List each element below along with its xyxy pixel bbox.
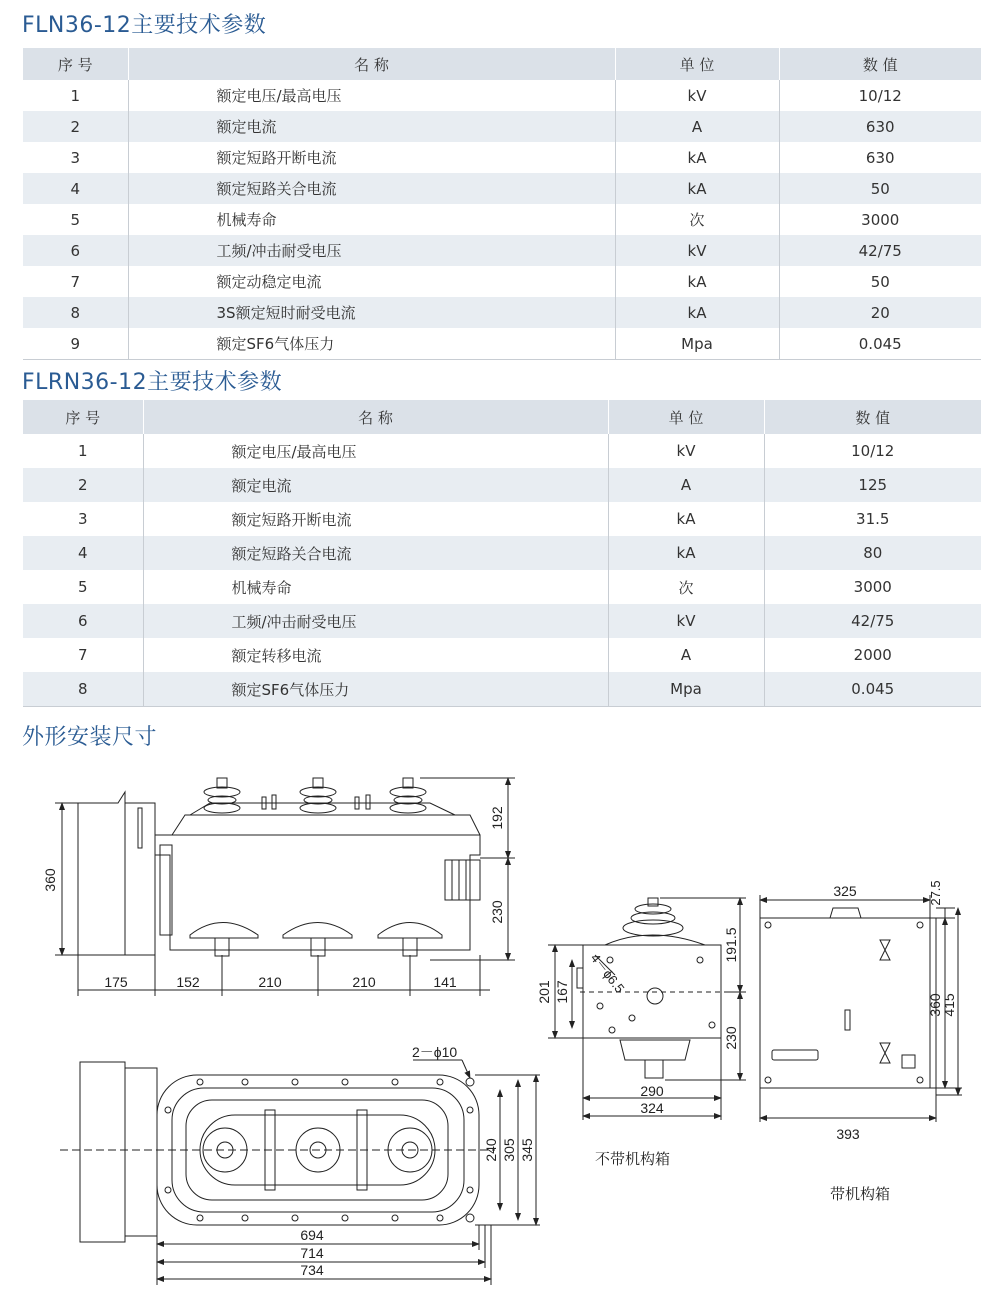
- row-number-cell: 8: [23, 672, 143, 707]
- parameter-name-cell: 额定电压/最高电压: [143, 434, 608, 468]
- flrn36-title: FLRN36-12主要技术参数: [22, 370, 283, 395]
- value-cell: 42/75: [764, 604, 981, 638]
- value-cell: 0.045: [764, 672, 981, 707]
- plan-dim-345: 345: [519, 1138, 535, 1162]
- front-dim-192: 192: [489, 806, 505, 830]
- row-number-cell: 4: [23, 536, 143, 570]
- front-dim-230: 230: [489, 900, 505, 924]
- front-dim-141: 141: [433, 974, 457, 990]
- box-dim-415: 415: [941, 993, 957, 1017]
- unit-cell: Mpa: [615, 328, 779, 360]
- side-dim-324: 324: [640, 1100, 664, 1116]
- plan-dim-305: 305: [501, 1138, 517, 1162]
- value-cell: 80: [764, 536, 981, 570]
- column-header: 单 位: [615, 48, 779, 80]
- column-header: 序 号: [23, 400, 143, 434]
- row-number-cell: 1: [23, 434, 143, 468]
- parameter-name-cell: 机械寿命: [128, 204, 615, 235]
- side-dim-230: 230: [723, 1026, 739, 1050]
- column-header: 序 号: [23, 48, 128, 80]
- unit-cell: kV: [615, 80, 779, 111]
- row-number-cell: 6: [23, 604, 143, 638]
- value-cell: 10/12: [764, 434, 981, 468]
- parameter-name-cell: 额定动稳定电流: [128, 266, 615, 297]
- plan-dim-734: 734: [300, 1262, 324, 1278]
- row-number-cell: 9: [23, 328, 128, 360]
- parameter-name-cell: 额定电流: [128, 111, 615, 142]
- parameter-name-cell: 工频/冲击耐受电压: [128, 235, 615, 266]
- row-number-cell: 2: [23, 111, 128, 142]
- row-number-cell: 2: [23, 468, 143, 502]
- unit-cell: kA: [608, 502, 764, 536]
- value-cell: 3000: [764, 570, 981, 604]
- parameter-name-cell: 额定电流: [143, 468, 608, 502]
- front-dim-360: 360: [42, 868, 58, 892]
- side-dim-191-5: 191.5: [723, 927, 739, 963]
- value-cell: 630: [779, 142, 981, 173]
- unit-cell: A: [608, 468, 764, 502]
- column-header: 数 值: [764, 400, 981, 434]
- row-number-cell: 3: [23, 142, 128, 173]
- parameter-name-cell: 额定短路关合电流: [143, 536, 608, 570]
- parameter-name-cell: 额定短路开断电流: [128, 142, 615, 173]
- box-dim-325: 325: [833, 883, 857, 899]
- column-header: 数 值: [779, 48, 981, 80]
- plan-dim-694: 694: [300, 1227, 324, 1243]
- unit-cell: Mpa: [608, 672, 764, 707]
- row-number-cell: 5: [23, 204, 128, 235]
- value-cell: 10/12: [779, 80, 981, 111]
- plan-holes-label: 2－ϕ10: [412, 1044, 458, 1060]
- row-number-cell: 3: [23, 502, 143, 536]
- front-dim-152: 152: [176, 974, 200, 990]
- unit-cell: kV: [608, 434, 764, 468]
- fln36-title: FLN36-12主要技术参数: [22, 13, 267, 38]
- box-dim-393: 393: [836, 1126, 860, 1142]
- parameter-name-cell: 额定电压/最高电压: [128, 80, 615, 111]
- value-cell: 125: [764, 468, 981, 502]
- unit-cell: A: [608, 638, 764, 672]
- unit-cell: kA: [608, 536, 764, 570]
- row-number-cell: 1: [23, 80, 128, 111]
- value-cell: 31.5: [764, 502, 981, 536]
- parameter-name-cell: 额定转移电流: [143, 638, 608, 672]
- side-dim-167: 167: [554, 980, 570, 1004]
- value-cell: 2000: [764, 638, 981, 672]
- unit-cell: kA: [615, 173, 779, 204]
- row-number-cell: 6: [23, 235, 128, 266]
- parameter-name-cell: 机械寿命: [143, 570, 608, 604]
- box-dim-360: 360: [927, 993, 943, 1017]
- row-number-cell: 5: [23, 570, 143, 604]
- front-dim-210a: 210: [258, 974, 282, 990]
- value-cell: 3000: [779, 204, 981, 235]
- column-header: 名 称: [128, 48, 615, 80]
- front-view-drawing: [55, 778, 515, 996]
- row-number-cell: 7: [23, 638, 143, 672]
- unit-cell: kA: [615, 266, 779, 297]
- front-dim-175: 175: [104, 974, 128, 990]
- value-cell: 630: [779, 111, 981, 142]
- column-header: 名 称: [143, 400, 608, 434]
- unit-cell: kV: [608, 604, 764, 638]
- unit-cell: kA: [615, 142, 779, 173]
- unit-cell: A: [615, 111, 779, 142]
- box-dim-27-5: 27.5: [928, 880, 943, 906]
- parameter-name-cell: 工频/冲击耐受电压: [143, 604, 608, 638]
- plan-dim-714: 714: [300, 1245, 324, 1261]
- value-cell: 50: [779, 173, 981, 204]
- value-cell: 50: [779, 266, 981, 297]
- front-dim-210b: 210: [352, 974, 376, 990]
- dimensions-title: 外形安装尺寸: [22, 725, 158, 750]
- row-number-cell: 7: [23, 266, 128, 297]
- parameter-name-cell: 3S额定短时耐受电流: [128, 297, 615, 328]
- parameter-name-cell: 额定短路关合电流: [128, 173, 615, 204]
- row-number-cell: 4: [23, 173, 128, 204]
- parameter-name-cell: 额定短路开断电流: [143, 502, 608, 536]
- parameter-name-cell: 额定SF6气体压力: [128, 328, 615, 360]
- parameter-name-cell: 额定SF6气体压力: [143, 672, 608, 707]
- column-header: 单 位: [608, 400, 764, 434]
- row-number-cell: 8: [23, 297, 128, 328]
- plan-dim-240: 240: [483, 1138, 499, 1162]
- caption-with-mechanism-box: 带机构箱: [830, 1185, 891, 1203]
- unit-cell: 次: [615, 204, 779, 235]
- unit-cell: kA: [615, 297, 779, 328]
- value-cell: 42/75: [779, 235, 981, 266]
- unit-cell: 次: [608, 570, 764, 604]
- side-dim-290: 290: [640, 1083, 664, 1099]
- side-holes-label: 4－ϕ6.5: [587, 950, 628, 996]
- value-cell: 0.045: [779, 328, 981, 360]
- value-cell: 20: [779, 297, 981, 328]
- unit-cell: kV: [615, 235, 779, 266]
- side-dim-201: 201: [536, 980, 552, 1004]
- caption-no-mechanism-box: 不带机构箱: [595, 1150, 671, 1168]
